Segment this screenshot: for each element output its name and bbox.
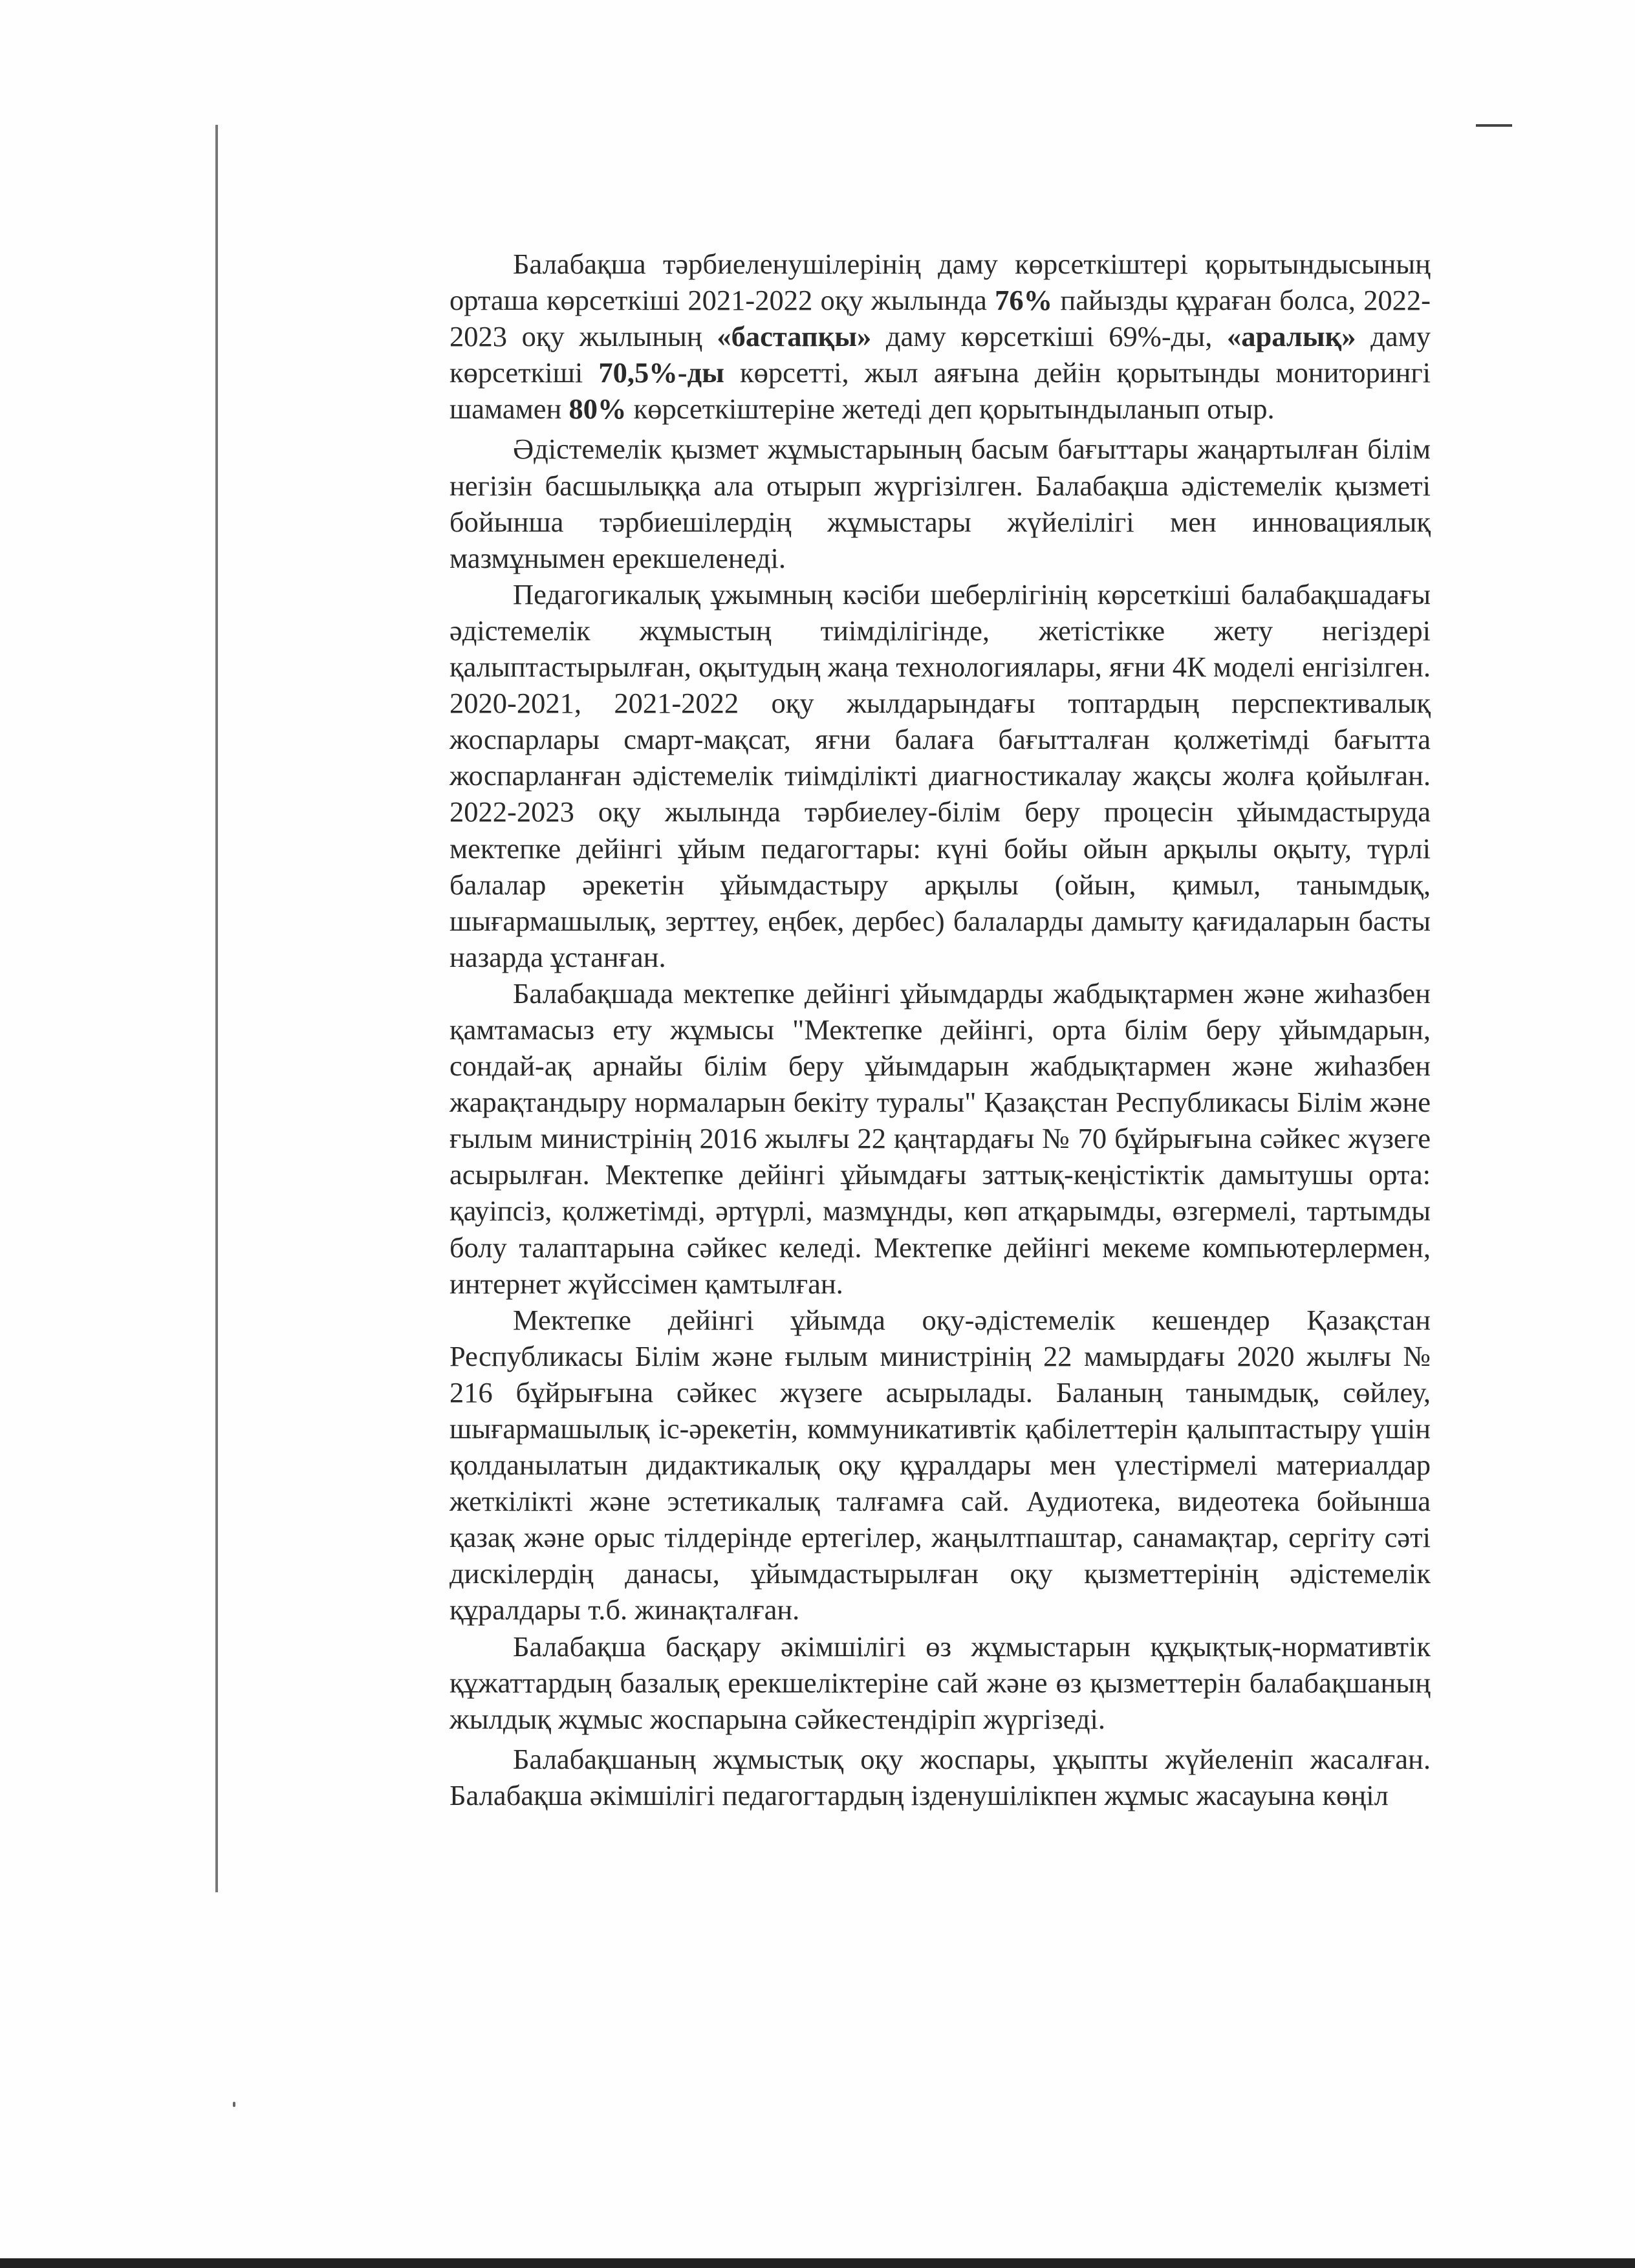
scan-edge <box>0 2258 1635 2268</box>
text-run: даму көрсеткіші 69%-ды, <box>871 320 1228 353</box>
text-run: Балабақшада мектепке дейінгі ұйымдарды жабдықтармен және жиһазбен қамтамасыз ету жұмысы "Мектепке дейінгі, орта білім беру ұйымдарын, сондай-ақ арнайы білім беру ұйымдарын жабдықтармен және жиһазбен жарақтандыру нормаларын бекіту туралы" Қазақстан Республикасы Білім және ғылым министрінің 2016 жылғы 22 қаңтардағы № 70 бұйрығына сәйкес жүзеге асырылған. Мектепке дейінгі ұйымдағы заттық-кеңістіктік дамытушы орта: қауіпсіз, қолжетімді, әртүрлі, мазмұнды, көп атқарымды, өзгермелі, тартымды болу талаптарына сәйкес келеді. Мектепке дейінгі мекеме компьютерлермен, интернет жүйссімен қамтылған. <box>449 977 1431 1300</box>
scan-speck <box>233 2102 235 2107</box>
text-run: Әдістемелік қызмет жұмыстарының басым бағыттары жаңартылған білім негізін басшылыққа ала отырып жүргізілген. Балабақша әдістемелік қызметі бойынша тәрбиешілердің жұмыстары жүйелілігі мен инновациялық мазмұнымен ерекшеленеді. <box>449 433 1431 574</box>
text-run: Педагогикалық ұжымның кәсіби шеберлігінің көрсеткіші балабақшадағы әдістемелік жұмыстың тиімділігінде, жетістікке жету негіздері қалыптастырылған, оқытудың жаңа технологиялары, яғни 4К моделі енгізілген. 2020-2021, 2021-2022 оқу жылдарындағы топтардың перспективалық жоспарлары смарт-мақсат, яғни балаға бағытталған қолжетімді бағытта жоспарланған әдістемелік тиімділікті диагностикалау жақсы жолға қойылған. 2022-2023 оқу жылында тәрбиелеу-білім беру процесін ұйымдастыруда мектепке дейінгі ұйым педагогтары: күні бойы ойын арқылы оқыту, түрлі балалар әрекетін ұйымдастыру арқылы (ойын, қимыл, танымдық, шығармашылық, зерттеу, еңбек, дербес) балаларды дамыту қағидаларын басты назарда ұстанған. <box>449 578 1431 973</box>
paragraph-methodical-service <box>449 431 1431 576</box>
paragraph-development-indicators <box>449 246 1431 427</box>
paragraph-pedagogical-team <box>449 576 1431 975</box>
text-run-bold: 80% <box>568 393 627 426</box>
text-run: даму көрсеткіші <box>449 320 1431 389</box>
paragraph-administration <box>449 1628 1431 1737</box>
text-run: пайызды құраған болса, 2022-2023 оқу жылының <box>449 284 1431 353</box>
text-run: көрсетті, жыл аяғына дейін қорытынды мониторингі шамамен <box>449 356 1431 426</box>
text-run: көрсеткіштеріне жетеді деп қорытындыланып отыр. <box>626 393 1275 426</box>
text-run-bold: 70,5%-ды <box>598 356 724 389</box>
text-run: Балабақшаның жұмыстық оқу жоспары, ұқыпты жүйеленіп жасалған. Балабақша әкімшілігі педагогтардың ізденушілікпен жұмыс жасауына көңіл <box>449 1742 1431 1811</box>
scan-margin-line <box>215 125 218 1892</box>
text-run: Балабақша басқару әкімшілігі өз жұмыстарын құқықтық-нормативтік құжаттардың базалық ерекшеліктеріне сай және өз қызметтерін балабақшаның жылдық жұмыс жоспарына сәйкестендіріп жүргізеді. <box>449 1630 1431 1735</box>
text-run: Мектепке дейінгі ұйымда оқу-әдістемелік кешендер Қазақстан Республикасы Білім және ғылым министрінің 22 мамырдағы 2020 жылғы № 216 бұйрығына сәйкес жүзеге асырылады. Баланың танымдық, сөйлеу, шығармашылық іс-әрекетін, коммуникативтік қабілеттерін қалыптастыру үшін қолданылатын дидактикалық оқу құралдары мен үлестірмелі материалдар жеткілікті және эстетикалық талғамға сай. Аудиотека, видеотека бойынша қазақ және орыс тілдерінде ертегілер, жаңылтпаштар, санамақтар, сергіту сәті дискілердің данасы, ұйымдастырылған оқу қызметтерінің әдістемелік құралдары т.б. жинақталған. <box>449 1303 1431 1626</box>
text-run-bold: 76% <box>995 284 1053 317</box>
paragraph-teaching-complexes <box>449 1302 1431 1628</box>
paragraph-equipment <box>449 975 1431 1302</box>
text-run-bold: «аралық» <box>1227 320 1356 353</box>
scan-mark <box>1476 124 1512 127</box>
text-run: Балабақша тәрбиеленушілерінің даму көрсеткіштері қорытындысының орташа көрсеткіші 2021-2022 оқу жылында <box>449 248 1431 317</box>
paragraph-curriculum <box>449 1741 1431 1813</box>
text-run-bold: «бастапқы» <box>717 320 872 353</box>
document-body <box>449 246 1431 1813</box>
